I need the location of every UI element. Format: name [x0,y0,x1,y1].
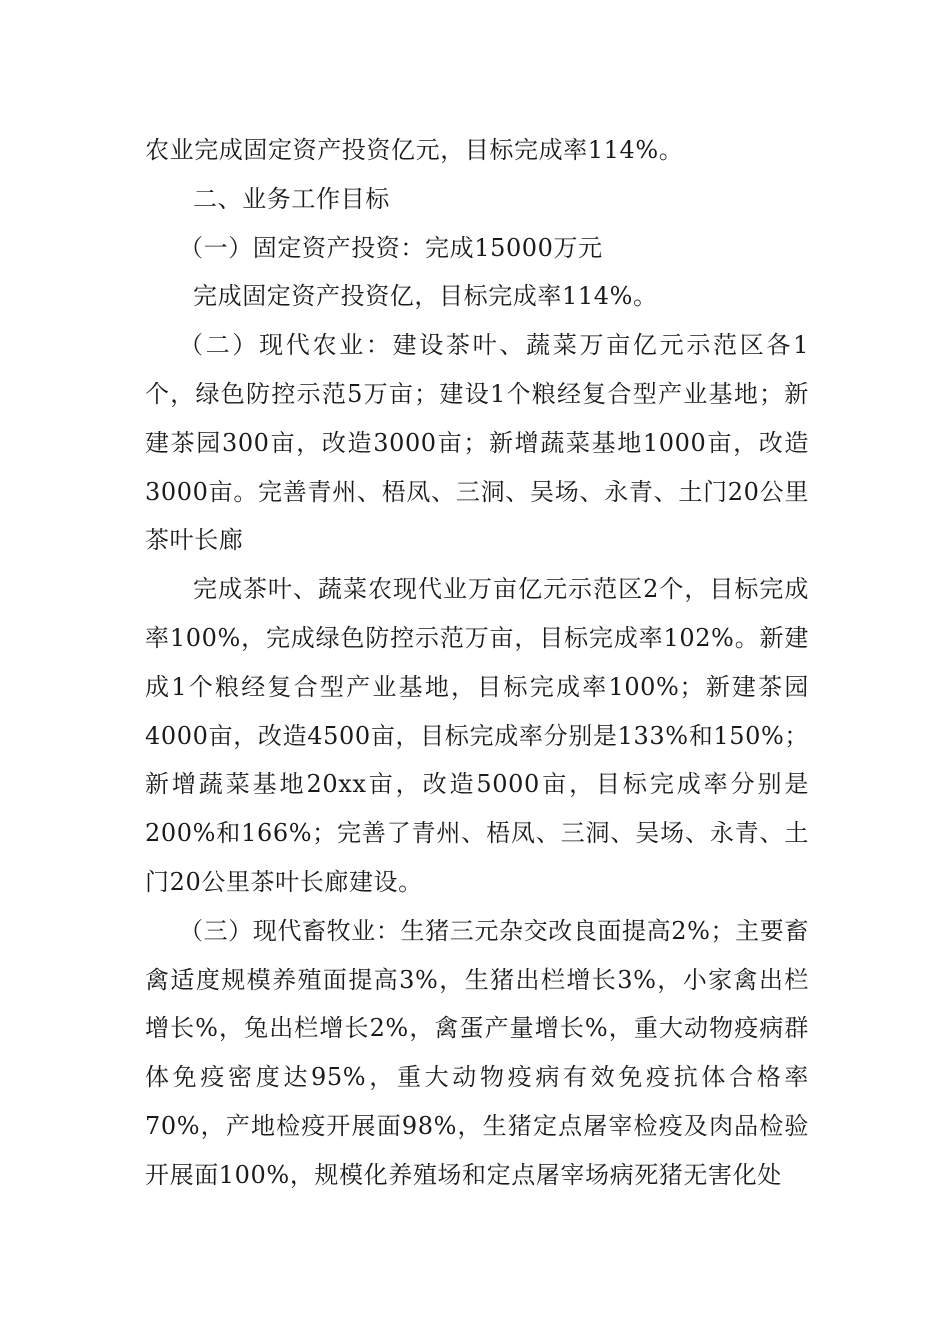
subheading-modern-agriculture: （二）现代农业：建设茶叶、蔬菜万亩亿元示范区各1个，绿色防控示范5万亩；建设1个粮经复合型产业基地；新建茶园300亩，改造3000亩；新增蔬菜基地1000亩，改造3000亩。完善青州、梧凤、三洞、吴场、永青、土门20公里茶叶长廊 [145,331,809,555]
document-body [145,126,809,1200]
subheading-fixed-asset-investment: （一）固定资产投资：完成15000万元 [179,233,603,262]
subheading-modern-livestock: （三）现代畜牧业：生猪三元杂交改良面提高2%；主要畜禽适度规模养殖面提高3%，生猪出栏增长3%，小家禽出栏增长%，兔出栏增长2%，禽蛋产量增长%，重大动物疫病群体免疫密度达95%，重大动物疫病有效免疫抗体合格率70%，产地检疫开展面98%，生猪定点屠宰检疫及肉品检验开展面100%，规模化养殖场和定点屠宰场病死猪无害化处 [145,916,809,1189]
section-heading-business-goals: 二、业务工作目标 [193,184,390,213]
paragraph-4: 完成固定资产投资亿，目标完成率114%。 [193,282,658,311]
paragraph-1: 农业完成固定资产投资亿元，目标完成率114%。 [145,136,684,164]
paragraph-6: 完成茶叶、蔬菜农现代业万亩亿元示范区2个，目标完成率100%，完成绿色防控示范万亩，目标完成率102%。新建成1个粮经复合型产业基地，目标完成率100%；新建茶园4000亩，改造4500亩，目标完成率分别是133%和150%；新增蔬菜基地20xx亩，改造5000亩，目标完成率分别是200%和166%；完善了青州、梧凤、三洞、吴场、永青、土门20公里茶叶长廊建设。 [145,575,809,896]
